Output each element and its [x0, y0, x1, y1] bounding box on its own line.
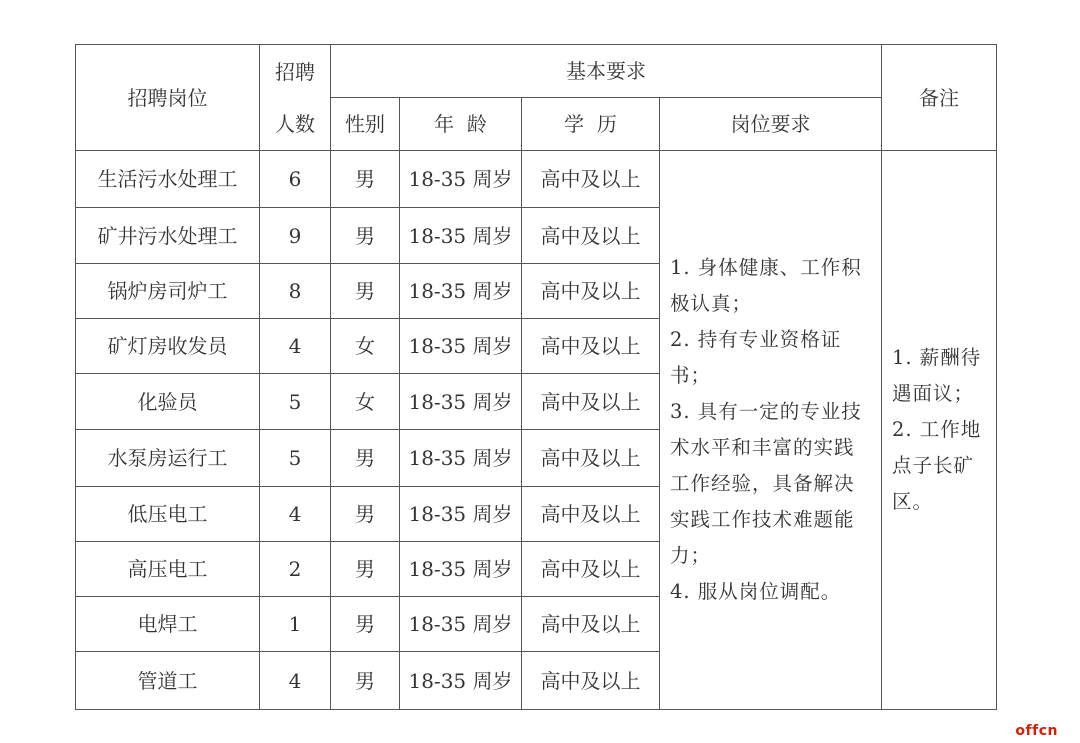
offcn-watermark: offcn	[1015, 723, 1058, 739]
remark-line: 遇面议；	[892, 382, 975, 405]
header-education: 学 历	[522, 98, 660, 151]
cell-education: 高中及以上	[522, 542, 660, 597]
header-job-requirements: 岗位要求	[660, 98, 882, 151]
cell-position: 高压电工	[76, 542, 260, 597]
header-gender: 性别	[331, 98, 400, 151]
job-requirement-line: 4. 服从岗位调配。	[670, 580, 842, 603]
cell-age: 18-35 周岁	[400, 374, 522, 430]
cell-age: 18-35 周岁	[400, 208, 522, 264]
cell-education: 高中及以上	[522, 264, 660, 319]
cell-position: 电焊工	[76, 597, 260, 652]
job-requirement-line: 极认真；	[670, 292, 753, 315]
cell-education: 高中及以上	[522, 374, 660, 430]
job-requirements-cell	[660, 151, 882, 710]
cell-age: 18-35 周岁	[400, 264, 522, 319]
job-requirement-line: 2. 持有专业资格证	[670, 328, 842, 351]
header-count-bottom: 人数	[275, 111, 315, 136]
cell-gender: 男	[331, 597, 400, 652]
cell-gender: 男	[331, 208, 400, 264]
cell-count: 9	[260, 208, 331, 264]
cell-education: 高中及以上	[522, 319, 660, 374]
cell-education: 高中及以上	[522, 151, 660, 208]
cell-count: 4	[260, 319, 331, 374]
remark-line: 点子长矿	[892, 454, 975, 477]
cell-age: 18-35 周岁	[400, 319, 522, 374]
remarks-cell	[882, 151, 997, 710]
cell-gender: 男	[331, 652, 400, 710]
cell-gender: 女	[331, 374, 400, 430]
cell-education: 高中及以上	[522, 430, 660, 487]
job-requirement-line: 1. 身体健康、工作积	[670, 256, 862, 279]
cell-count: 4	[260, 652, 331, 710]
header-basic-requirements: 基本要求	[331, 45, 882, 98]
cell-age: 18-35 周岁	[400, 597, 522, 652]
cell-gender: 男	[331, 264, 400, 319]
header-position: 招聘岗位	[76, 45, 260, 151]
cell-education: 高中及以上	[522, 487, 660, 542]
cell-age: 18-35 周岁	[400, 151, 522, 208]
table-header	[76, 45, 997, 151]
job-requirement-line: 力；	[670, 544, 712, 567]
cell-age: 18-35 周岁	[400, 542, 522, 597]
cell-position: 生活污水处理工	[76, 151, 260, 208]
cell-gender: 男	[331, 487, 400, 542]
cell-position: 锅炉房司炉工	[76, 264, 260, 319]
cell-count: 6	[260, 151, 331, 208]
cell-position: 低压电工	[76, 487, 260, 542]
job-requirement-line: 工作经验，具备解决	[670, 472, 855, 495]
cell-position: 水泵房运行工	[76, 430, 260, 487]
table-body	[76, 151, 997, 710]
cell-age: 18-35 周岁	[400, 430, 522, 487]
cell-count: 8	[260, 264, 331, 319]
cell-education: 高中及以上	[522, 208, 660, 264]
job-requirement-line: 3. 具有一定的专业技	[670, 400, 862, 423]
header-count-top: 招聘	[275, 59, 315, 84]
cell-education: 高中及以上	[522, 652, 660, 710]
cell-gender: 男	[331, 542, 400, 597]
cell-count: 4	[260, 487, 331, 542]
header-remarks: 备注	[882, 45, 997, 151]
header-age: 年 龄	[400, 98, 522, 151]
cell-position: 化验员	[76, 374, 260, 430]
cell-education: 高中及以上	[522, 597, 660, 652]
remark-line: 2. 工作地	[892, 418, 982, 441]
cell-count: 5	[260, 374, 331, 430]
cell-gender: 女	[331, 319, 400, 374]
header-count	[260, 45, 331, 151]
job-requirement-line: 书；	[670, 364, 712, 387]
remark-line: 区。	[892, 490, 934, 513]
table-row	[76, 151, 997, 208]
cell-gender: 男	[331, 430, 400, 487]
cell-count: 2	[260, 542, 331, 597]
remark-line: 1. 薪酬待	[892, 346, 982, 369]
job-requirement-line: 术水平和丰富的实践	[670, 436, 855, 459]
cell-count: 5	[260, 430, 331, 487]
cell-position: 矿灯房收发员	[76, 319, 260, 374]
cell-age: 18-35 周岁	[400, 487, 522, 542]
recruitment-table	[75, 44, 997, 710]
cell-position: 矿井污水处理工	[76, 208, 260, 264]
cell-count: 1	[260, 597, 331, 652]
job-requirement-line: 实践工作技术难题能	[670, 508, 855, 531]
cell-position: 管道工	[76, 652, 260, 710]
cell-gender: 男	[331, 151, 400, 208]
cell-age: 18-35 周岁	[400, 652, 522, 710]
